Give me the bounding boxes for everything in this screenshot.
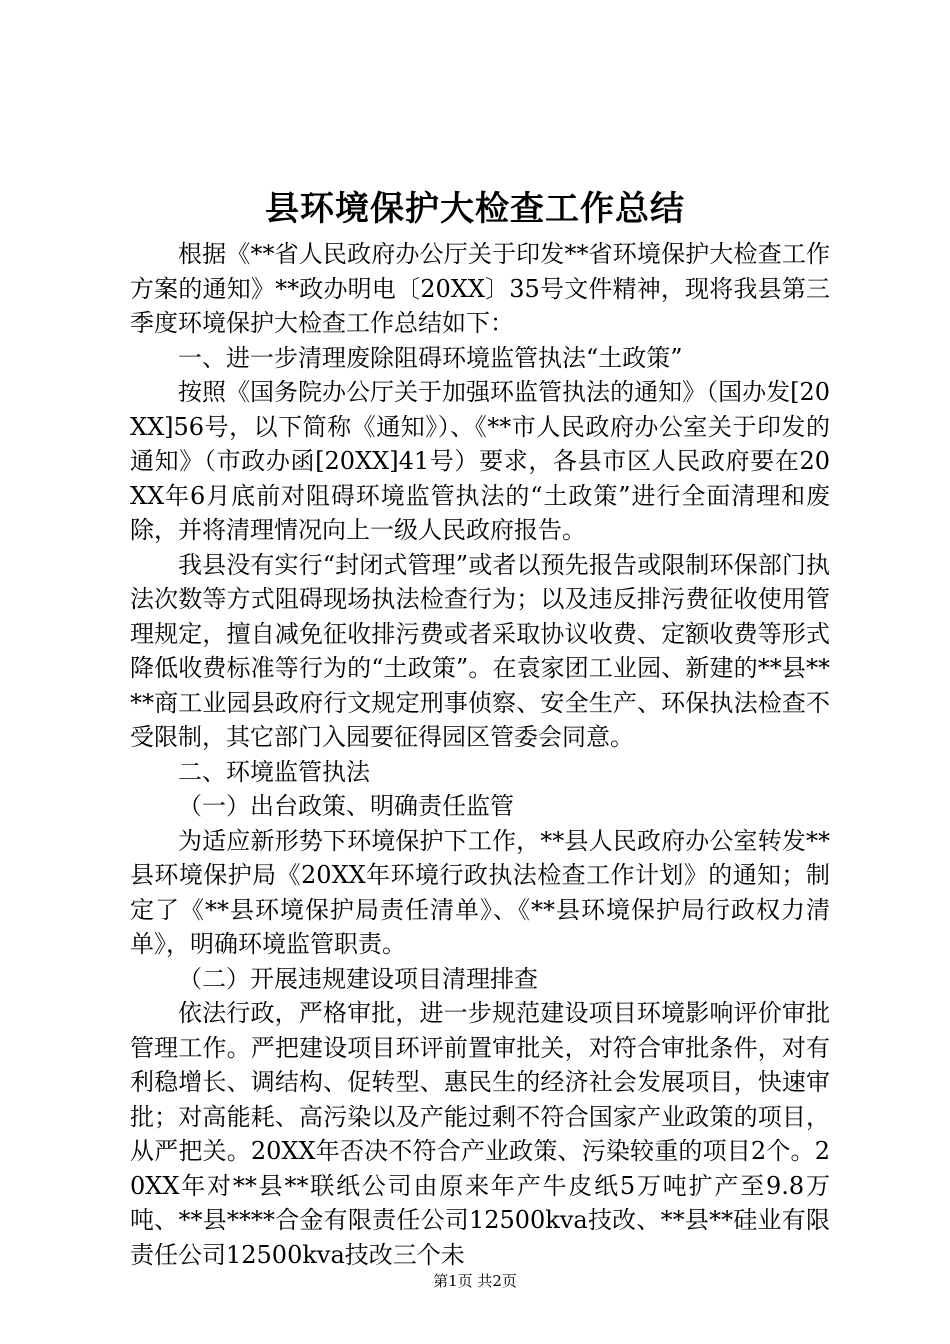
paragraph-policy: 为适应新形势下环境保护下工作，**县人民政府办公室转发**县环境保护局《20XX年环境行政执法检查工作计划》的通知；制定了《**县环境保护局责任清单》、《**县环境保护局行政权力清单》，明确环境监管职责。 xyxy=(130,826,830,958)
subsection-heading-1: （一）出台政策、明确责任监管 xyxy=(178,792,514,820)
subsection-heading-2: （二）开展违规建设项目清理排查 xyxy=(178,964,538,993)
section-heading-1: 一、进一步清理废除阻碍环境监管执法“土政策” xyxy=(178,343,683,372)
page-footer: 第1页 共2页 xyxy=(433,1272,517,1290)
document-body xyxy=(130,237,830,1272)
paragraph-approval: 依法行政，严格审批，进一步规范建设项目环境影响评价审批管理工作。严把建设项目环评前置审批关，对符合审批条件，对有利稳增长、调结构、促转型、惠民生的经济社会发展项目，快速审批；对高能耗、高污染以及产能过剩不符合国家产业政策的项目，从严把关。20XX年否决不符合产业政策、污染较重的项目2个。20XX年对**县**联纸公司由原来年产牛皮纸5万吨扩产至9.8万吨、**县****合金有限责任公司12500kva技改、**县**硅业有限责任公司12500kva技改三个未 xyxy=(130,999,830,1269)
paragraph-intro: 根据《**省人民政府办公厅关于印发**省环境保护大检查工作方案的通知》**政办明电〔20XX〕35号文件精神，现将我县第三季度环境保护大检查工作总结如下： xyxy=(130,240,830,337)
document-title: 县环境保护大检查工作总结 xyxy=(265,189,685,229)
section-heading-2: 二、环境监管执法 xyxy=(178,757,370,786)
paragraph-county-status: 我县没有实行“封闭式管理”或者以预先报告或限制环保部门执法次数等方式阻碍现场执法检查行为；以及违反排污费征收使用管理规定，擅自减免征收排污费或者采取协议收费、定额收费等形式降低收费标准等行为的“土政策”。在袁家团工业园、新建的**县****商工业园县政府行文规定刑事侦察、安全生产、环保执法检查不受限制，其它部门入园要征得园区管委会同意。 xyxy=(130,550,830,751)
paragraph-notice: 按照《国务院办公厅关于加强环监管执法的通知》（国办发[20XX]56号，以下简称《通知》）、《**市人民政府办公室关于印发的通知》（市政办函[20XX]41号）要求，各县市区人民政府要在20XX年6月底前对阻碍环境监管执法的“土政策”进行全面清理和废除，并将清理情况向上一级人民政府报告。 xyxy=(130,378,830,544)
